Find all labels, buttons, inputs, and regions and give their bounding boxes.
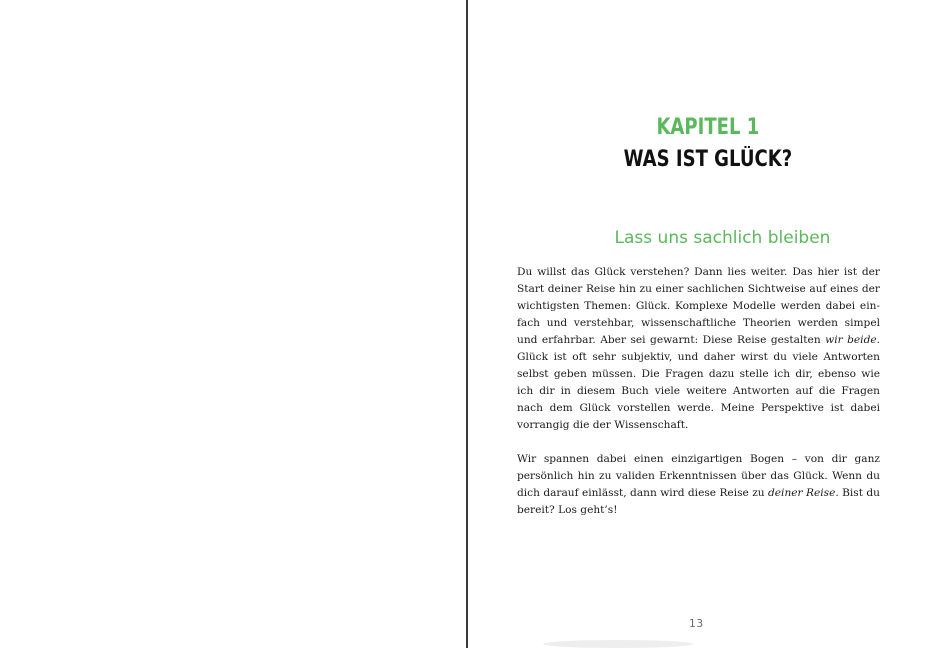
paragraph-1-italic: wir beide. [825, 334, 880, 346]
right-page [468, 0, 931, 648]
page-bottom-shadow [543, 640, 693, 648]
chapter-label: KAPITEL 1 [656, 115, 760, 140]
chapter-title: WAS IST GLÜCK? [623, 147, 793, 172]
paragraph-1 [517, 264, 880, 434]
paragraph-2-text-a: Wir spannen dabei einen einzigartigen Bogen – von dir ganz persönlich hin zu validen Erkenntnissen über das Glück. Wenn du dich darauf einlässt, dann wird diese Reise zu [517, 453, 880, 499]
paragraph-1-text-b: Glück ist oft sehr subjektiv, und daher wirst du viele Antworten selbst geben müssen. Die Fragen dazu stelle ich dir, ebenso wie ich dir in diesem Buch viele weitere Antworten auf die Fragen nach dem Glück vorstellen werde. Meine Perspektive ist dabei vorrangig die der Wissenschaft. [517, 351, 880, 431]
paragraph-1-text-a: Du willst das Glück verstehen? Dann lies weiter. Das hier ist der Start deiner Reise hin zu einer sachlichen Sichtweise auf eines der wichtigsten Themen: Glück. Komplexe Modelle werden dabei einfach und verstehbar, wissenschaftliche Theorien werden simpel und erfahrbar. Aber sei gewarnt: Diese Reise gestalten [517, 266, 880, 346]
paragraph-2 [517, 451, 880, 519]
body-text [517, 264, 880, 536]
section-heading: Lass uns sachlich bleiben [614, 228, 831, 248]
page-number: 13 [688, 617, 705, 630]
paragraph-2-italic: deiner Reise. [768, 487, 839, 499]
paragraph-2-text-b: Bist du bereit? Los geht’s! [517, 487, 880, 516]
